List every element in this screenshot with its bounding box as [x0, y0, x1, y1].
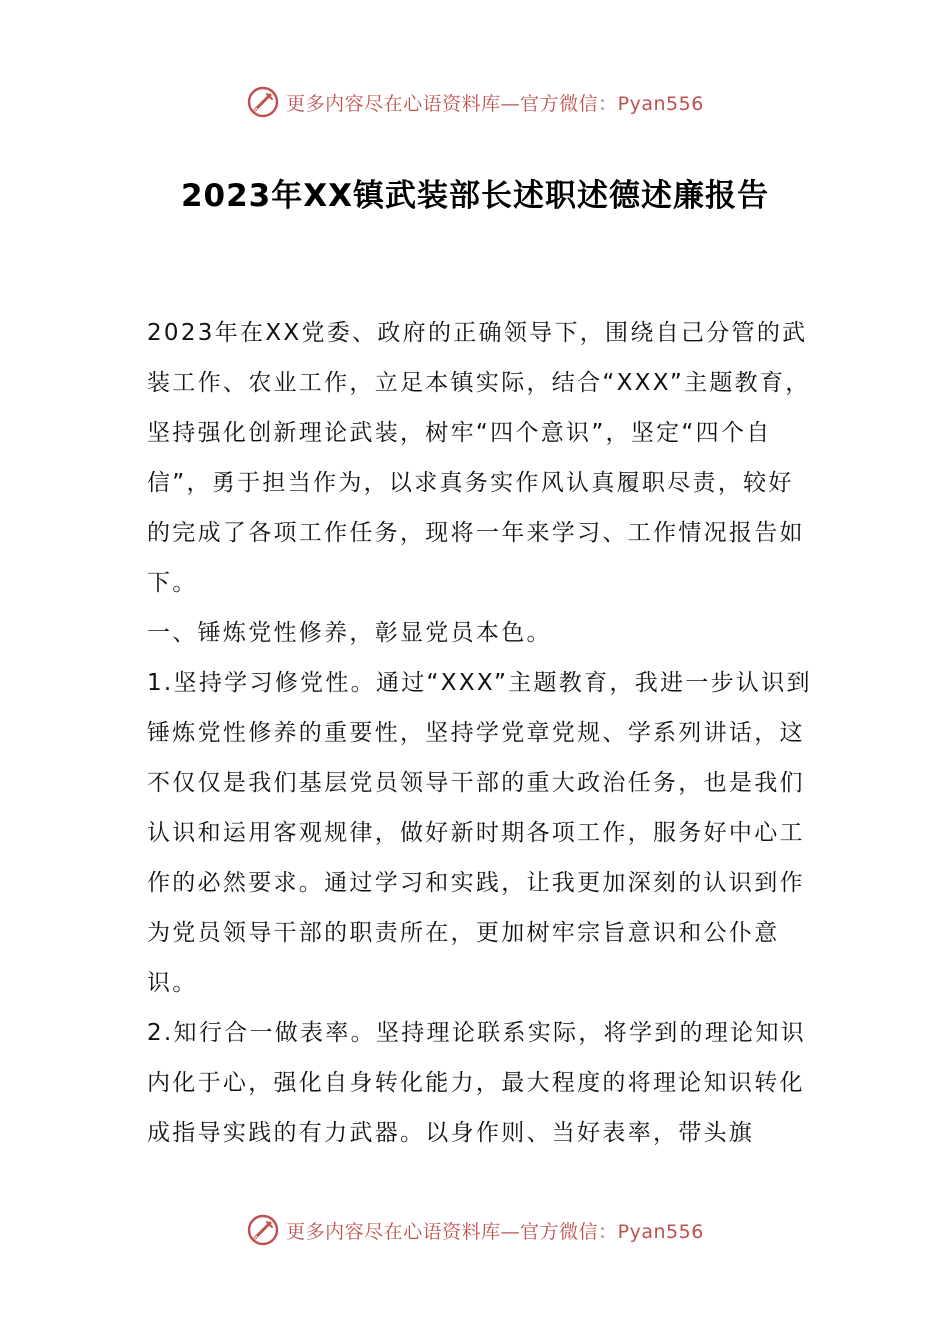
watermark-text: 更多内容尽在心语资料库—官方微信：Pyan556 [286, 1220, 704, 1243]
wechat-id: Pyan556 [617, 92, 704, 115]
paragraph-1: 1.坚持学习修党性。通过“XXX”主题教育，我进一步认识到锤炼党性修养的重要性，坚持学党章党规、学系列讲话，这不仅仅是我们基层党员领导干部的重大政治任务，也是我们认识和运用客观规律，做好新时期各项工作，服务好中心工作的必然要求。通过学习和实践，让我更加深刻的认识到作为党员领导干部的职责所在，更加树牢宗旨意识和公仆意识。 [147, 670, 812, 996]
section-heading-1: 一、锤炼党性修养，彰显党员本色。 [147, 620, 552, 646]
wechat-id: Pyan556 [617, 1220, 704, 1243]
watermark-text: 更多内容尽在心语资料库—官方微信：Pyan556 [286, 92, 704, 115]
document-title: 2023年XX镇武装部长述职述德述廉报告 [180, 178, 770, 214]
paragraph-intro: 2023年在XX党委、政府的正确领导下，围绕自己分管的武装工作、农业工作，立足本镇实际，结合“XXX”主题教育，坚持强化创新理论武装，树牢“四个意识”，坚定“四个自信”，勇于担当作为，以求真务实作风认真履职尽责，较好的完成了各项工作任务，现将一年来学习、工作情况报告如下。 [147, 320, 811, 596]
paragraph-2: 2.知行合一做表率。坚持理论联系实际，将学到的理论知识内化于心，强化自身转化能力，最大程度的将理论知识转化成指导实践的有力武器。以身作则、当好表率，带头旗 [147, 1020, 807, 1146]
watermark-banner-bottom [0, 1210, 950, 1250]
watermark-banner-top [0, 82, 950, 122]
pen-logo-icon [246, 85, 280, 119]
document-body [147, 308, 817, 1158]
pen-logo-icon [246, 1213, 280, 1247]
